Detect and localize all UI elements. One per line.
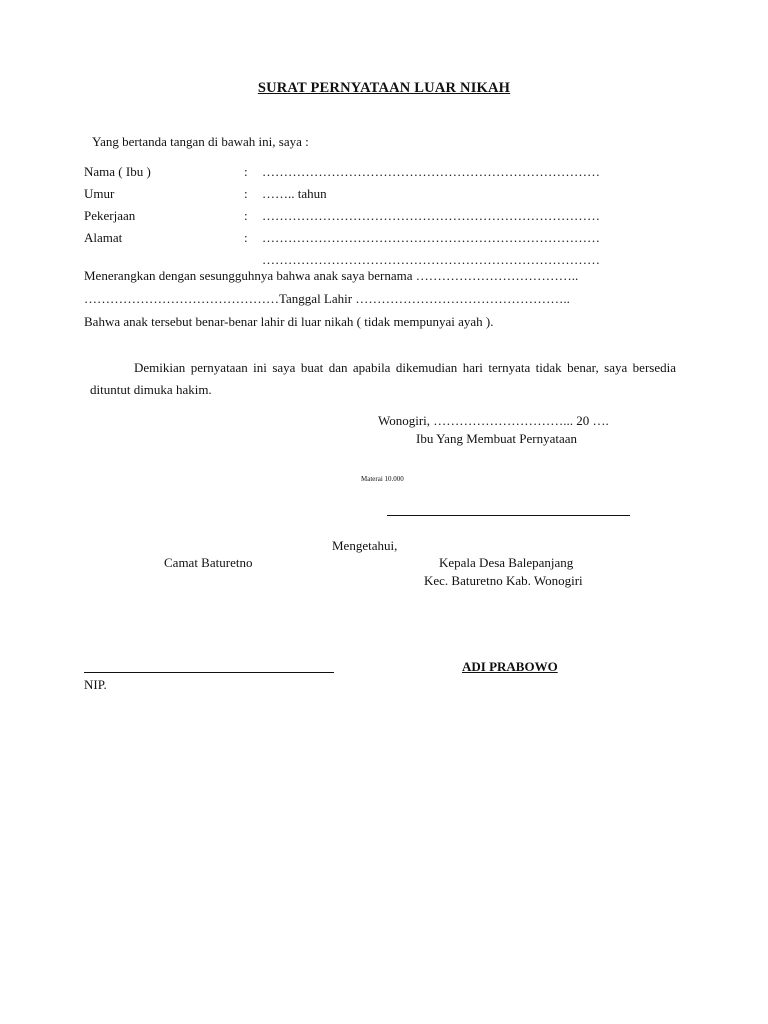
field-value-occupation: …………………………………………………………………… xyxy=(262,208,600,223)
right-signer-title: Kepala Desa Balepanjang xyxy=(439,555,574,570)
field-label-occupation: Pekerjaan xyxy=(84,208,136,223)
right-signer-subtitle: Kec. Baturetno Kab. Wonogiri xyxy=(424,573,583,588)
field-colon-age: : xyxy=(244,186,248,201)
signature-line-declarant xyxy=(387,515,630,516)
field-value-age: …….. tahun xyxy=(262,186,327,201)
document-title: SURAT PERNYATAAN LUAR NIKAH xyxy=(257,80,511,96)
signature-line-camat xyxy=(84,672,334,673)
field-label-name: Nama ( Ibu ) xyxy=(84,164,151,179)
place-date: Wonogiri, …………………………... 20 …. xyxy=(378,413,609,428)
signer-role: Ibu Yang Membuat Pernyataan xyxy=(416,431,578,446)
field-colon-name: : xyxy=(244,164,248,179)
statement-line-3: Bahwa anak tersebut benar-benar lahir di luar nikah ( tidak mempunyai ayah ). xyxy=(84,314,494,329)
intro-text: Yang bertanda tangan di bawah ini, saya : xyxy=(92,134,309,149)
field-value-address: …………………………………………………………………… xyxy=(262,230,600,245)
statement-line-1: Menerangkan dengan sesungguhnya bahwa anak saya bernama ……………………………….. xyxy=(84,268,579,283)
right-signer-name: ADI PRABOWO xyxy=(462,659,558,674)
field-value-name: …………………………………………………………………… xyxy=(262,164,600,179)
acknowledged-label: Mengetahui, xyxy=(332,538,398,553)
field-label-address: Alamat xyxy=(84,230,123,245)
field-label-age: Umur xyxy=(84,186,115,201)
address-continuation: …………………………………………………………………… xyxy=(262,252,600,267)
statement-line-2: ………………………………………Tanggal Lahir ………………………………………….. xyxy=(84,291,570,306)
field-colon-address: : xyxy=(244,230,248,245)
closing-paragraph-text: Demikian pernyataan ini saya buat dan apabila dikemudian hari ternyata tidak benar, saya bersedia dituntut dimuka hakim. xyxy=(90,360,676,397)
field-colon-occupation: : xyxy=(244,208,248,223)
stamp-note: Materai 10.000 xyxy=(361,475,404,483)
closing-paragraph xyxy=(90,357,676,401)
left-signer-title: Camat Baturetno xyxy=(164,555,253,570)
left-signer-nip: NIP. xyxy=(84,677,107,692)
